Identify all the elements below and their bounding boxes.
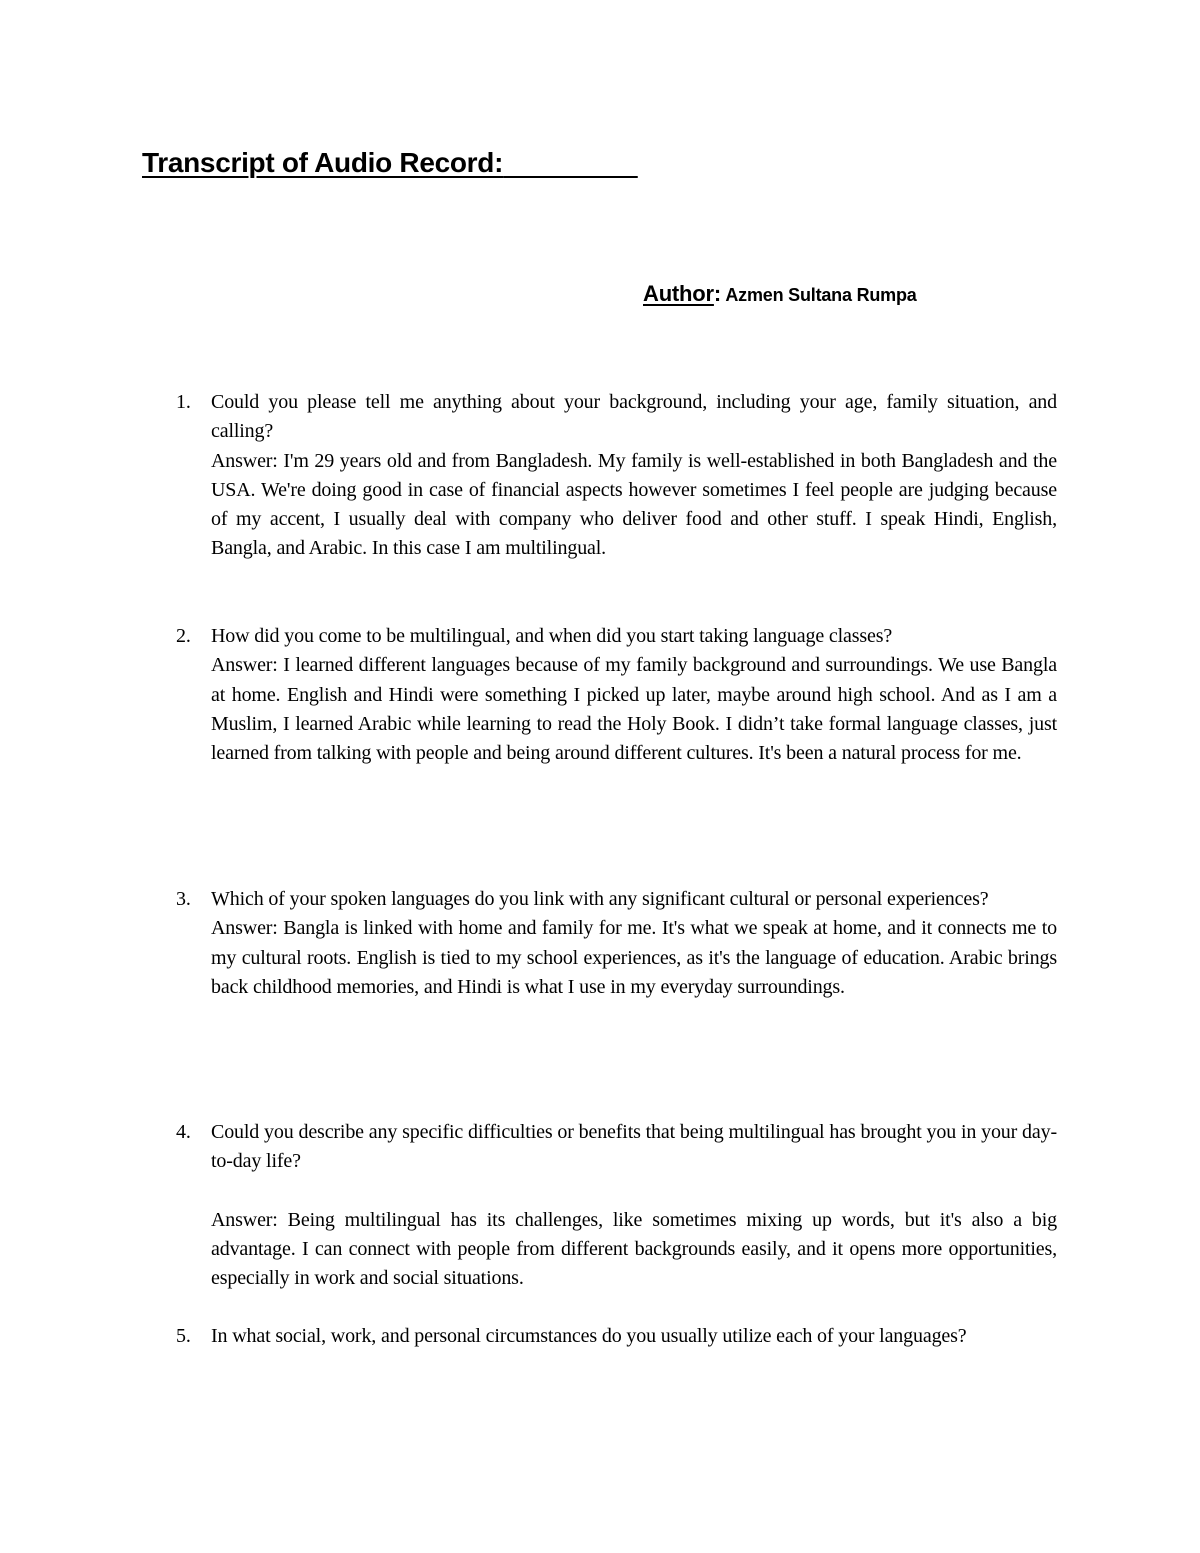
author-name: Azmen Sultana Rumpa [721, 285, 917, 305]
item-number: 1. [176, 391, 191, 413]
question-text: Could you please tell me anything about your background, including your age, family situation, and calling? [211, 391, 1057, 443]
item-number: 2. [176, 625, 191, 647]
title-text: Transcript of Audio Record: [142, 147, 504, 178]
document-title [142, 145, 638, 181]
question-text: Which of your spoken languages do you link with any significant cultural or personal experiences? [211, 888, 989, 910]
answer-text: Answer: Bangla is linked with home and family for me. It's what we speak at home, and it connects me to my cultural roots. English is tied to my school experiences, as it's the language of education. Arabic brings back childhood memories, and Hindi is what I use in my everyday surroundings. [211, 917, 1057, 998]
author-label: Author [643, 281, 714, 306]
qa-item-4 [176, 1118, 1057, 1294]
item-number: 3. [176, 888, 191, 910]
question-text: How did you come to be multilingual, and when did you start taking language classes? [211, 625, 893, 647]
qa-item-5 [176, 1322, 1057, 1351]
author-line [643, 279, 917, 312]
question-text: Could you describe any specific difficulties or benefits that being multilingual has brought you in your day-to-day life? [211, 1121, 1057, 1173]
title-trailing-underline [503, 147, 638, 178]
item-number: 4. [176, 1121, 191, 1143]
answer-text: Answer: Being multilingual has its challenges, like sometimes mixing up words, but it's also a big advantage. I can connect with people from different backgrounds easily, and it opens more opportunities, especially in work and social situations. [211, 1208, 1057, 1290]
qa-item-1 [176, 388, 1057, 564]
paragraph-gap [211, 1177, 1057, 1206]
qa-item-2 [176, 622, 1057, 768]
author-colon: : [713, 281, 722, 306]
qa-item-3 [176, 885, 1057, 1002]
question-text: In what social, work, and personal circumstances do you usually utilize each of your languages? [211, 1325, 967, 1347]
answer-text: Answer: I learned different languages because of my family background and surroundings. We use Bangla at home. English and Hindi were something I picked up later, maybe around high school. And as I am a Muslim, I learned Arabic while learning to read the Holy Book. I didn’t take formal language classes, just learned from talking with people and being around different cultures. It's been a natural process for me. [211, 654, 1057, 765]
item-number: 5. [176, 1325, 191, 1347]
answer-text: Answer: I'm 29 years old and from Bangladesh. My family is well-established in both Bangladesh and the USA. We're doing good in case of financial aspects however sometimes I feel people are judging because of my accent, I usually deal with company who deliver food and other stuff. I speak Hindi, English, Bangla, and Arabic. In this case I am multilingual. [211, 449, 1057, 560]
